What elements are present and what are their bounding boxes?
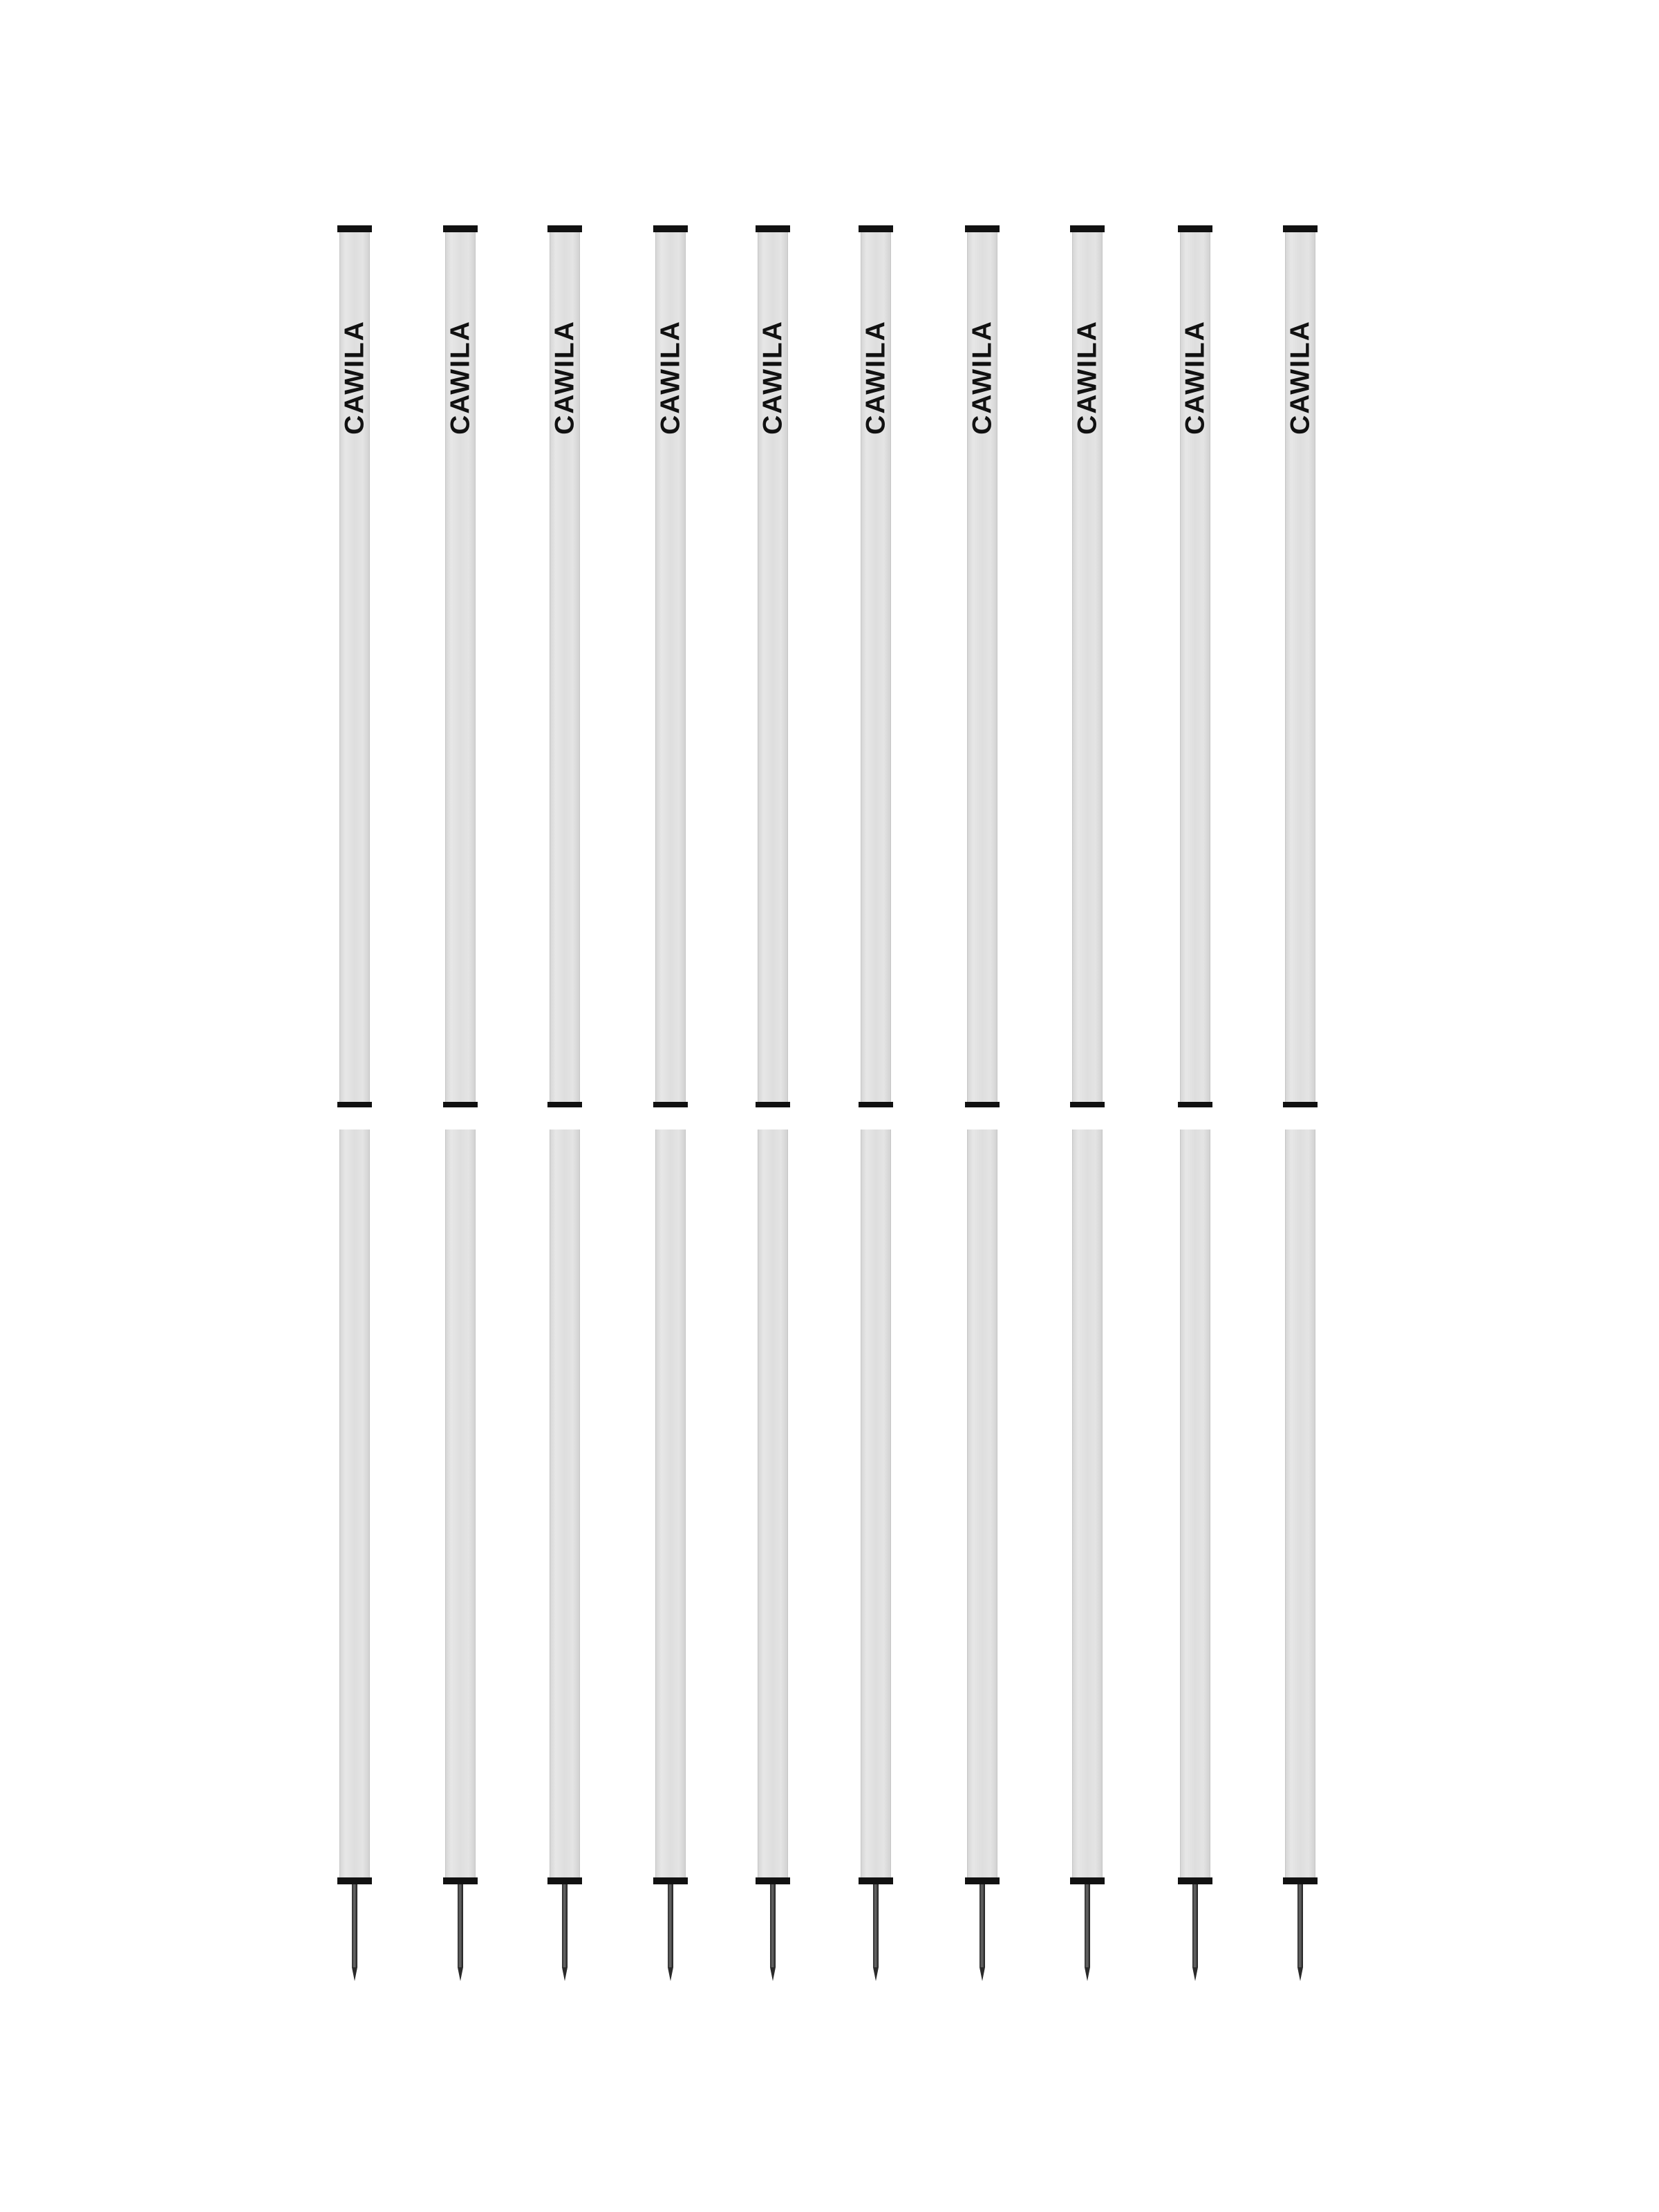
pole-joint-ring — [653, 1102, 688, 1107]
pole-brand-logo: CAWILA — [655, 320, 686, 435]
pole-top-cap — [337, 225, 372, 232]
pole-bottom-cap — [443, 1877, 478, 1884]
slalom-pole — [337, 0, 379, 2212]
pole-lower-section — [655, 1130, 686, 1877]
pole-bottom-cap — [965, 1877, 1000, 1884]
pole-lower-section — [1072, 1130, 1103, 1877]
pole-bottom-cap — [337, 1877, 372, 1884]
pole-bottom-cap — [859, 1877, 893, 1884]
pole-top-cap — [756, 225, 790, 232]
pole-brand-logo: CAWILA — [758, 320, 788, 435]
pole-brand-logo: CAWILA — [445, 320, 476, 435]
slalom-pole — [1283, 0, 1324, 2212]
pole-top-cap — [1178, 225, 1212, 232]
pole-bottom-cap — [547, 1877, 582, 1884]
pole-spike-tip — [458, 1967, 463, 1981]
pole-ground-spike — [668, 1884, 673, 1967]
pole-bottom-cap — [756, 1877, 790, 1884]
pole-top-cap — [443, 225, 478, 232]
pole-ground-spike — [873, 1884, 879, 1967]
pole-lower-section — [339, 1130, 370, 1877]
pole-joint-ring — [1178, 1102, 1212, 1107]
slalom-pole — [443, 0, 485, 2212]
pole-bottom-cap — [653, 1877, 688, 1884]
pole-ground-spike — [770, 1884, 776, 1967]
pole-joint-ring — [756, 1102, 790, 1107]
slalom-pole — [859, 0, 900, 2212]
pole-top-cap — [653, 225, 688, 232]
pole-brand-logo: CAWILA — [1285, 320, 1315, 435]
pole-spike-tip — [668, 1967, 673, 1981]
pole-top-cap — [859, 225, 893, 232]
pole-top-cap — [547, 225, 582, 232]
pole-lower-section — [758, 1130, 788, 1877]
pole-ground-spike — [980, 1884, 985, 1967]
pole-spike-tip — [562, 1967, 568, 1981]
slalom-pole — [1070, 0, 1112, 2212]
pole-joint-ring — [1283, 1102, 1318, 1107]
pole-joint-ring — [443, 1102, 478, 1107]
pole-spike-tip — [1192, 1967, 1198, 1981]
pole-lower-section — [1180, 1130, 1210, 1877]
slalom-pole — [547, 0, 589, 2212]
pole-lower-section — [445, 1130, 476, 1877]
pole-spike-tip — [352, 1967, 357, 1981]
pole-ground-spike — [1085, 1884, 1090, 1967]
pole-brand-logo: CAWILA — [1072, 320, 1103, 435]
pole-lower-section — [861, 1130, 891, 1877]
pole-joint-ring — [1070, 1102, 1105, 1107]
pole-spike-tip — [980, 1967, 985, 1981]
pole-bottom-cap — [1178, 1877, 1212, 1884]
pole-joint-ring — [859, 1102, 893, 1107]
pole-bottom-cap — [1283, 1877, 1318, 1884]
slalom-pole — [756, 0, 797, 2212]
pole-brand-logo: CAWILA — [861, 320, 891, 435]
pole-brand-logo: CAWILA — [339, 320, 370, 435]
pole-ground-spike — [1297, 1884, 1303, 1967]
pole-spike-tip — [1297, 1967, 1303, 1981]
slalom-pole — [965, 0, 1006, 2212]
pole-ground-spike — [352, 1884, 357, 1967]
slalom-pole — [1178, 0, 1219, 2212]
pole-brand-logo: CAWILA — [967, 320, 997, 435]
pole-ground-spike — [458, 1884, 463, 1967]
pole-ground-spike — [562, 1884, 568, 1967]
pole-lower-section — [967, 1130, 997, 1877]
pole-bottom-cap — [1070, 1877, 1105, 1884]
pole-spike-tip — [1085, 1967, 1090, 1981]
pole-ground-spike — [1192, 1884, 1198, 1967]
pole-brand-logo: CAWILA — [1180, 320, 1210, 435]
pole-joint-ring — [337, 1102, 372, 1107]
pole-spike-tip — [770, 1967, 776, 1981]
pole-top-cap — [1283, 225, 1318, 232]
pole-top-cap — [965, 225, 1000, 232]
pole-brand-logo: CAWILA — [550, 320, 580, 435]
slalom-pole — [653, 0, 695, 2212]
pole-spike-tip — [873, 1967, 879, 1981]
pole-top-cap — [1070, 225, 1105, 232]
pole-joint-ring — [965, 1102, 1000, 1107]
pole-joint-ring — [547, 1102, 582, 1107]
pole-lower-section — [1285, 1130, 1315, 1877]
pole-lower-section — [550, 1130, 580, 1877]
